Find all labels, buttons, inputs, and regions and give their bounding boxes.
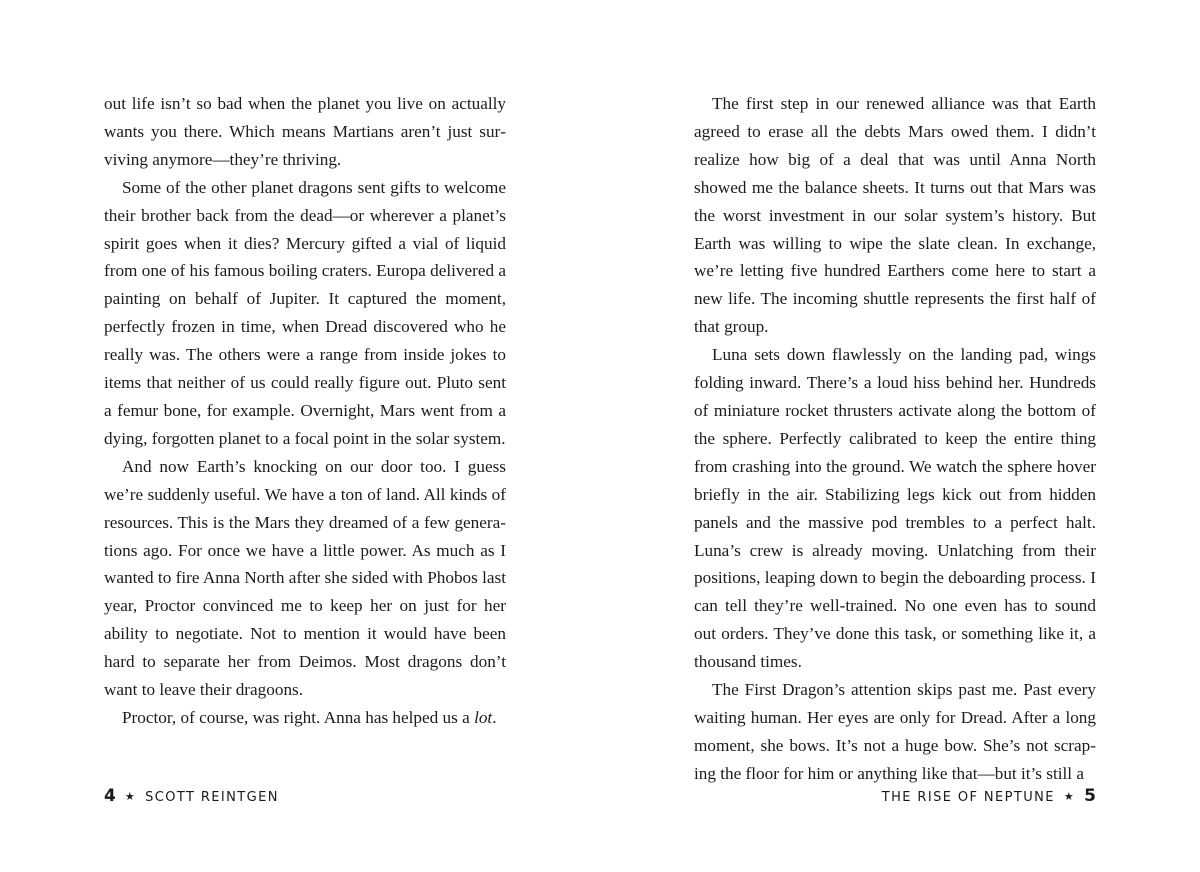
- paragraph: out life isn’t so bad when the planet you live on actually wants you there. Which means Martians aren’t just surviving anymore—they’re thriving.: [104, 94, 506, 169]
- right-page: [600, 0, 1200, 872]
- paragraph: And now Earth’s knocking on our door too. I guess we’re suddenly useful. We have a ton of land. All kinds of resources. This is the Mars they dreamed of a few generations ago. For once we have a little power. As much as I wanted to fire Anna North after she sided with Phobos last year, Proctor convinced me to keep her on just for her ability to negotiate. Not to mention it would have been hard to separate her from Deimos. Most dragons don’t want to leave their dragoons.: [104, 456, 506, 700]
- paragraph: The first step in our renewed alliance was that Earth agreed to erase all the debts Mars owed them. I didn’t realize how big of a deal that was until Anna North showed me the balance sheets. It turns out that Mars was the worst investment in our solar system’s history. But Earth was willing to wipe the slate clean. In exchange, we’re letting five hundred Earthers come here to start a new life. The incoming shuttle represents the first half of that group.: [694, 94, 1096, 337]
- paragraph: [104, 704, 506, 732]
- title-running-head: THE RISE OF NEPTUNE: [881, 790, 1055, 805]
- emphasis: lot: [474, 707, 493, 727]
- star-icon: ★: [1063, 790, 1076, 803]
- star-icon: ★: [124, 790, 137, 803]
- left-page-body: [104, 90, 506, 732]
- page-number: 5: [1084, 786, 1096, 806]
- page-number: 4: [104, 786, 116, 806]
- paragraph-end: .: [492, 707, 497, 727]
- paragraph-text: Proctor, of course, was right. Anna has helped us a: [122, 707, 475, 727]
- right-page-footer: [882, 786, 1096, 806]
- paragraph: Some of the other planet dragons sent gifts to welcome their brother back from the dead—or wherever a planet’s spirit goes when it dies? Mercury gifted a vial of liquid from one of his famous boiling craters. Europa delivered a painting on behalf of Jupiter. It captured the moment, perfectly frozen in time, when Dread discovered who he really was. The others were a range from inside jokes to items that neither of us could really figure out. Pluto sent a femur bone, for example. Overnight, Mars went from a dying, forgotten planet to a focal point in the solar system.: [104, 177, 506, 448]
- left-page-footer: [104, 786, 279, 806]
- author-running-head: SCOTT REINTGEN: [145, 790, 279, 805]
- paragraph: Luna sets down flawlessly on the landing pad, wings folding inward. There’s a loud hiss behind her. Hundreds of miniature rocket thrusters activate along the bottom of the sphere. Perfectly calibrated to keep the entire thing from crashing into the ground. We watch the sphere hover briefly in the air. Stabilizing legs kick out from hidden panels and the massive pod trembles to a perfect halt. Luna’s crew is already moving. Unlatching from their positions, leaping down to begin the deboarding process. I can tell they’re well-trained. No one even has to sound out orders. They’ve done this task, or something like it, a thousand times.: [694, 345, 1096, 672]
- paragraph: The First Dragon’s attention skips past me. Past every waiting human. Her eyes are only for Dread. After a long moment, she bows. It’s not a huge bow. She’s not scraping the floor for him or anything like that—but it’s still a: [694, 680, 1096, 783]
- right-page-body: [694, 90, 1096, 788]
